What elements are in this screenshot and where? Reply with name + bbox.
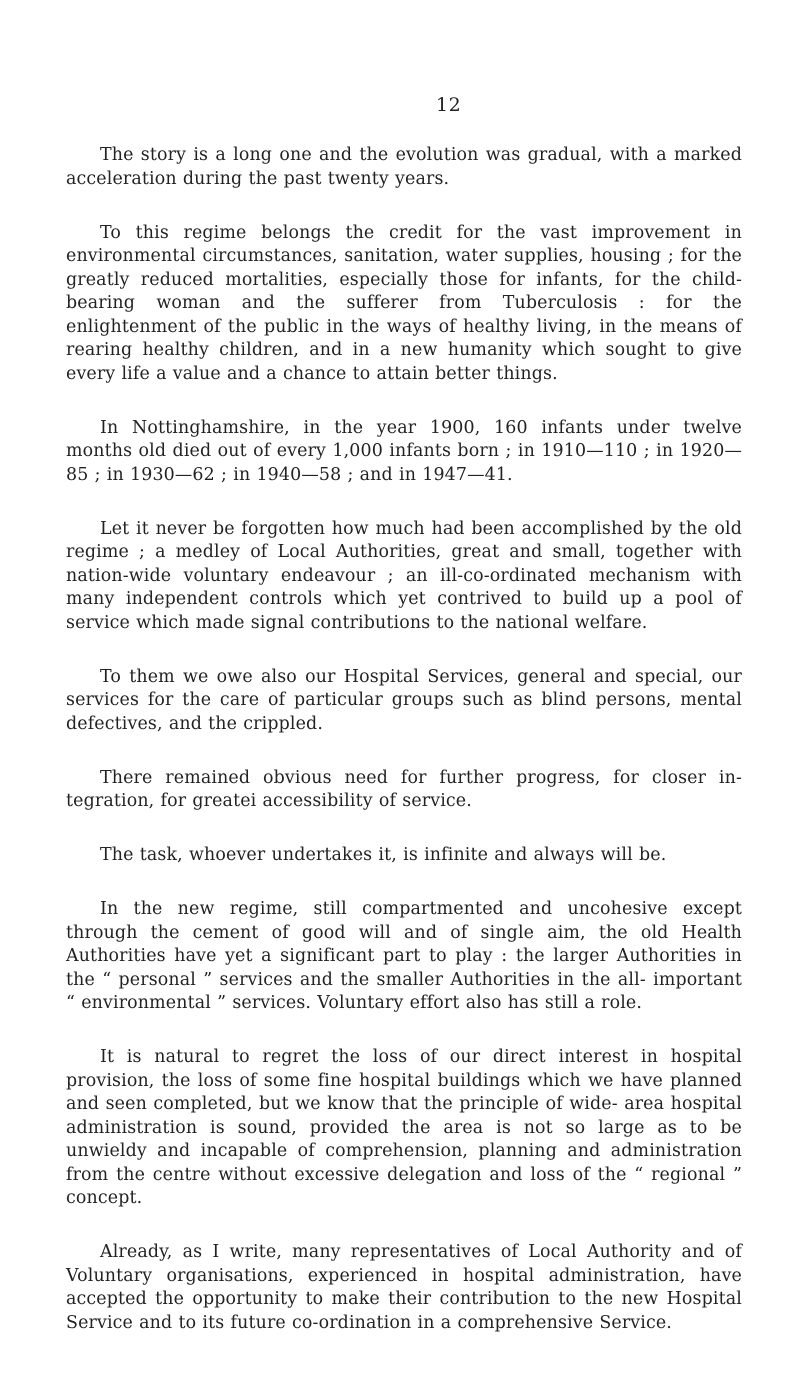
- paragraph-5: To them we owe also our Hospital Services, general and special, our services for the care of particular groups such as blind persons, mental defectives, and the crippled.: [66, 666, 742, 734]
- paragraph-8: In the new regime, still compartmented and uncohesive except through the cement of good will and of single aim, the old Health Authorities have yet a significant part to play : the larger Authorities in the “ personal ” services and the smaller Authorities in the all- important “ environmental ” services. Voluntary effort also has still a role.: [66, 899, 742, 1013]
- paragraph-4: Let it never be forgotten how much had been accomplished by the old regime ; a medley of Local Authorities, great and small, together with nation-wide voluntary endeavour ; an ill-co-ordinated mechanism with many independent controls which yet contrived to build up a pool of service which made signal contributions to the national welfare.: [66, 518, 742, 633]
- page-number: 12: [436, 94, 462, 116]
- paragraph-3: In Nottinghamshire, in the year 1900, 160 infants under twelve months old died out of every 1,000 infants born ; in 1910—110 ; in 1920—85 ; in 1930—62 ; in 1940—58 ; and in 1947—41.: [66, 417, 742, 485]
- paragraph-9: It is natural to regret the loss of our direct interest in hospital provision, the loss of some fine hospital buildings which we have planned and seen completed, but we know that the principle of wide- area hospital administration is sound, provided the area is not so large as to be unwieldy and incapable of comprehension, planning and administration from the centre without excessive delegation and loss of the “ regional ” concept.: [66, 1047, 742, 1208]
- paragraph-10: Already, as I write, many representatives of Local Authority and of Voluntary organisations, experienced in hospital administration, have accepted the opportunity to make their contribution to the new Hospital Service and to its future co-ordination in a comprehensive Service.: [66, 1242, 742, 1333]
- paragraph-1: The story is a long one and the evolution was gradual, with a marked acceleration during the past twenty years.: [66, 145, 742, 189]
- paragraph-7: The task, whoever undertakes it, is infinite and always will be.: [100, 845, 667, 865]
- paragraph-2: To this regime belongs the credit for the vast improvement in environmental circumstances, sanitation, water supplies, housing ; for the greatly reduced mortalities, especially those for infants, for the child-bearing woman and the sufferer from Tuberculosis : for the enlightenment of the public in the ways of healthy living, in the means of rearing healthy children, and in a new humanity which sought to give every life a value and a chance to attain better things.: [66, 222, 742, 384]
- paragraph-6: There remained obvious need for further progress, for closer in- tegration, for greatei accessibility of service.: [66, 767, 742, 811]
- body-text: [66, 144, 742, 1335]
